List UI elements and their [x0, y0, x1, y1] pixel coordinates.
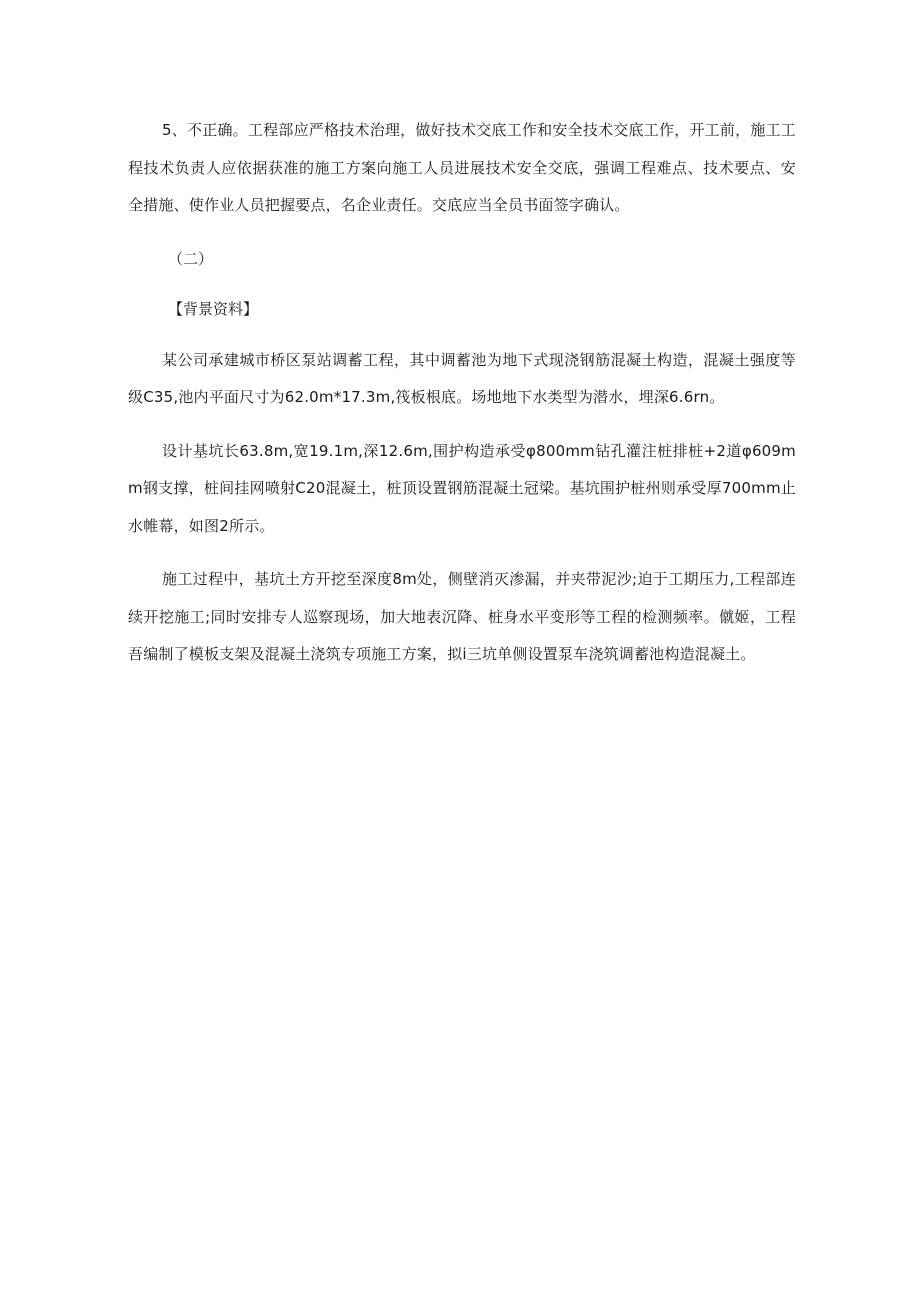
background-paragraph-2: 设计基坑长63.8m,宽19.1m,深12.6m,围护构造承受φ800mm钻孔灌注桩排桩+2道φ609mm钢支撑，桩间挂网喷射C20混凝土，桩顶设置钢筋混凝土冠梁。基坑围护桩州则承受厚700mm止水帷幕，如图2所示。 — [128, 441, 796, 535]
section-heading-background: 【背景资料】 — [168, 300, 259, 318]
background-paragraph-3: 施工过程中，基坑土方开挖至深度8m处，侧壁消灭渗漏，并夹带泥沙;迫于工期压力,工程部连续开挖施工;同时安排专人巡察现场，加大地表沉降、桩身水平变形等工程的检测频率。僦姬，工程吾编制了模板支架及混凝土浇筑专项施工方案，拟i三坑单侧设置泵车浇筑调蓄池构造混凝土。 — [128, 570, 796, 663]
document-body — [128, 112, 796, 690]
background-paragraph-1: 某公司承建城市桥区泵站调蓄工程，其中调蓄池为地下式现浇钢筋混凝土构造，混凝土强度等级C35,池内平面尺寸为62.0m*17.3m,筏板根底。场地地下水类型为潜水，埋深6.6rn。 — [128, 350, 796, 406]
section-number: （二） — [168, 249, 214, 268]
answer-paragraph-5: 5、不正确。工程部应严格技术治理，做好技术交底工作和安全技术交底工作，开工前，施工工程技术负责人应依据获准的施工方案向施工人员进展技术安全交底，强调工程难点、技术要点、安全措施、使作业人员把握要点，名企业责任。交底应当全员书面签字确认。 — [128, 121, 796, 214]
